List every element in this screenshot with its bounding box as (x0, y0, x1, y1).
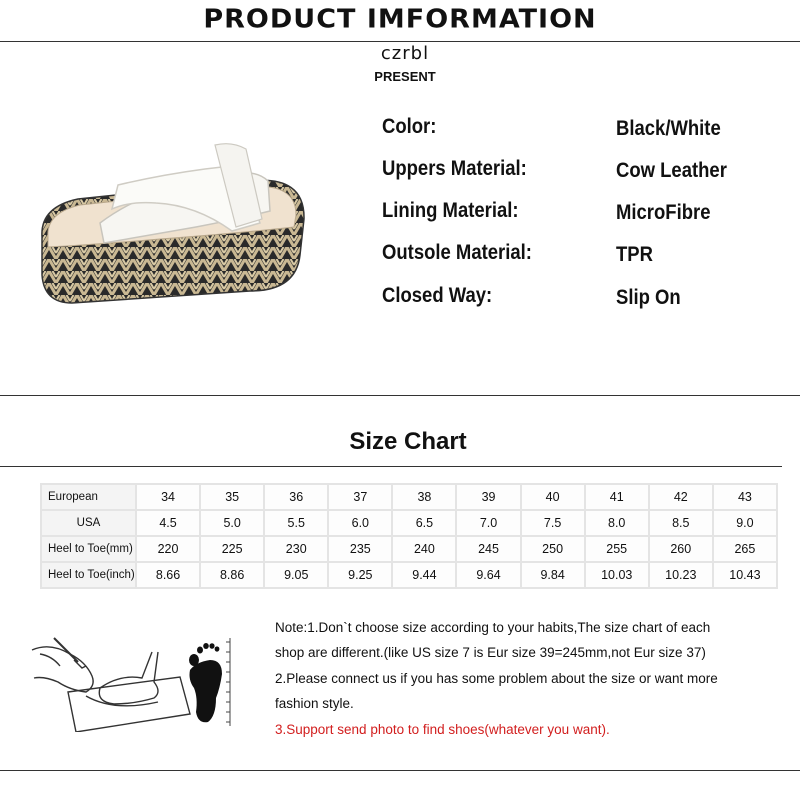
spec-label-closed-way: Closed Way: (382, 284, 493, 307)
table-cell: 9.25 (328, 562, 392, 588)
row-label-heel-to-toe-mm: Heel to Toe(mm) (41, 536, 136, 562)
spec-value-lining: MicroFibre (616, 201, 711, 224)
table-cell: 240 (392, 536, 456, 562)
table-cell: 10.03 (585, 562, 649, 588)
table-cell: 9.44 (392, 562, 456, 588)
table-cell: 220 (136, 536, 200, 562)
table-cell: 40 (521, 484, 585, 510)
table-cell: 260 (649, 536, 713, 562)
table-cell: 265 (713, 536, 777, 562)
table-cell: 6.0 (328, 510, 392, 536)
spec-value-closed-way: Slip On (616, 286, 681, 309)
table-cell: 9.05 (264, 562, 328, 588)
table-cell: 8.86 (200, 562, 264, 588)
header-divider (0, 41, 800, 42)
size-chart-underline (0, 466, 782, 467)
size-chart-table (40, 483, 778, 589)
size-chart-title: Size Chart (349, 428, 467, 455)
table-cell: 230 (264, 536, 328, 562)
row-label-european: European (41, 484, 136, 510)
spec-label-lining: Lining Material: (382, 199, 519, 222)
table-cell: 250 (521, 536, 585, 562)
table-cell: 7.0 (456, 510, 520, 536)
spec-value-uppers: Cow Leather (616, 159, 727, 182)
table-cell: 37 (328, 484, 392, 510)
table-cell: 225 (200, 536, 264, 562)
table-cell: 245 (456, 536, 520, 562)
spec-label-outsole: Outsole Material: (382, 241, 532, 264)
table-cell: 235 (328, 536, 392, 562)
table-cell: 39 (456, 484, 520, 510)
note-line-1: Note:1.Don`t choose size according to your habits,The size chart of each (275, 620, 711, 635)
spec-label-color: Color: (382, 115, 437, 138)
brand-present: PRESENT (374, 69, 436, 84)
row-label-heel-to-toe-inch: Heel to Toe(inch) (41, 562, 136, 588)
note-line-4: fashion style. (275, 696, 354, 711)
spec-label-uppers: Uppers Material: (382, 157, 527, 180)
footprint-icon (186, 636, 234, 728)
table-cell: 5.0 (200, 510, 264, 536)
note-line-2: shop are different.(like US size 7 is Eur size 39=245mm,not Eur size 37) (275, 645, 706, 660)
table-row (41, 484, 777, 510)
table-cell: 255 (585, 536, 649, 562)
table-cell: 4.5 (136, 510, 200, 536)
table-cell: 36 (264, 484, 328, 510)
table-row (41, 510, 777, 536)
table-cell: 10.23 (649, 562, 713, 588)
table-row (41, 562, 777, 588)
foot-measuring-illustration (30, 632, 192, 732)
table-cell: 38 (392, 484, 456, 510)
table-cell: 42 (649, 484, 713, 510)
section-divider (0, 395, 800, 396)
table-cell: 6.5 (392, 510, 456, 536)
table-cell: 35 (200, 484, 264, 510)
note-line-5: 3.Support send photo to find shoes(whatever you want). (275, 722, 610, 737)
table-cell: 8.5 (649, 510, 713, 536)
table-cell: 8.66 (136, 562, 200, 588)
table-cell: 9.0 (713, 510, 777, 536)
table-cell: 9.84 (521, 562, 585, 588)
page-title: PRODUCT IMFORMATION (203, 4, 597, 35)
table-cell: 10.43 (713, 562, 777, 588)
table-cell: 41 (585, 484, 649, 510)
sandal-image (0, 115, 310, 315)
footer-divider (0, 770, 800, 771)
spec-value-color: Black/White (616, 117, 721, 140)
brand-logo: czrbl (380, 43, 430, 64)
table-cell: 43 (713, 484, 777, 510)
table-row (41, 536, 777, 562)
table-cell: 5.5 (264, 510, 328, 536)
table-cell: 7.5 (521, 510, 585, 536)
table-cell: 34 (136, 484, 200, 510)
table-cell: 9.64 (456, 562, 520, 588)
spec-value-outsole: TPR (616, 243, 653, 266)
row-label-usa: USA (41, 510, 136, 536)
table-cell: 8.0 (585, 510, 649, 536)
note-line-3: 2.Please connect us if you has some problem about the size or want more (275, 671, 718, 686)
